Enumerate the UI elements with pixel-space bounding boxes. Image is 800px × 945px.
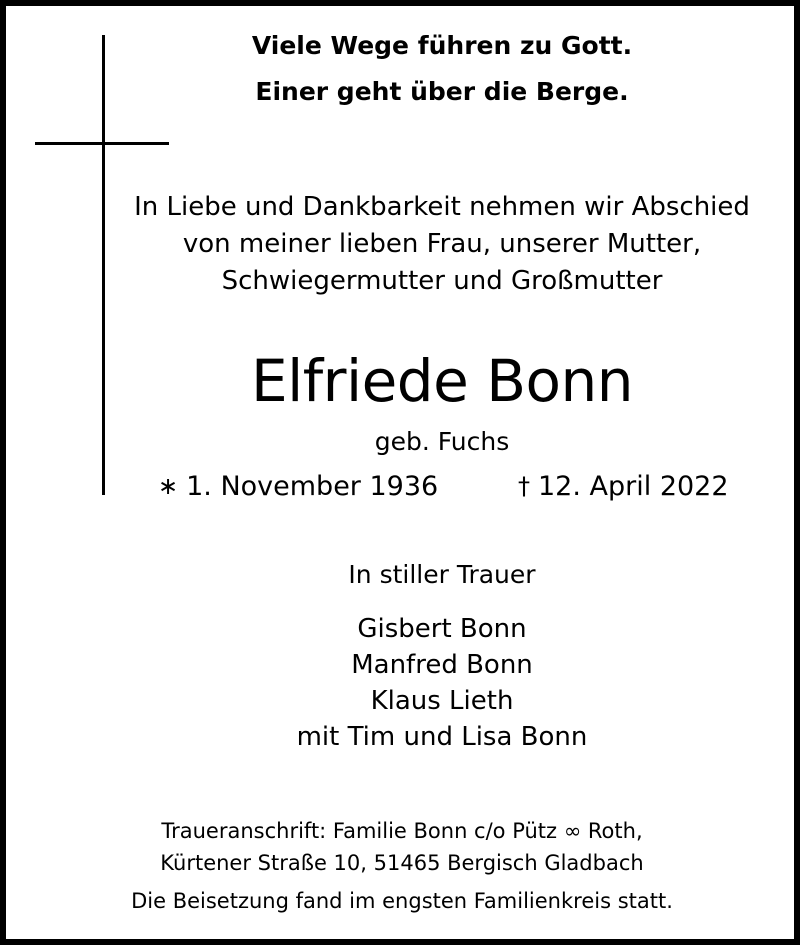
death-date-text: 12. April 2022	[538, 471, 729, 502]
maiden-name: geb. Fuchs	[374, 427, 510, 456]
birth-star-icon: ∗	[158, 472, 179, 500]
cross-icon-vertical-bar	[102, 35, 105, 495]
farewell-text-line-1: In Liebe und Dankbarkeit nehmen wir Abschied	[134, 192, 750, 222]
burial-note: Die Beisetzung fand im engsten Familienkreis statt.	[131, 889, 673, 913]
cross-icon-horizontal-bar	[35, 142, 169, 145]
death-dagger-icon: †	[518, 472, 530, 500]
mourning-heading: In stiller Trauer	[348, 560, 536, 589]
farewell-text-line-2: von meiner lieben Frau, unserer Mutter,	[182, 229, 702, 259]
mourner-name: Manfred Bonn	[351, 650, 533, 680]
mourner-name: mit Tim und Lisa Bonn	[296, 722, 588, 752]
mourner-name: Gisbert Bonn	[357, 614, 527, 644]
birth-date-text: 1. November 1936	[186, 471, 439, 502]
farewell-text-line-3: Schwiegermutter und Großmutter	[221, 266, 663, 296]
mourner-name: Klaus Lieth	[370, 686, 514, 716]
motto-line-2: Einer geht über die Berge.	[255, 77, 629, 106]
mourning-address-line-1: Traueranschrift: Familie Bonn c/o Pütz ∞ Roth,	[161, 819, 643, 843]
death-date	[518, 473, 729, 500]
deceased-name: Elfriede Bonn	[250, 347, 634, 415]
motto-line-1: Viele Wege führen zu Gott.	[251, 31, 633, 60]
mourning-address-line-2: Kürtener Straße 10, 51465 Bergisch Gladbach	[160, 851, 644, 875]
birth-date	[158, 473, 438, 500]
